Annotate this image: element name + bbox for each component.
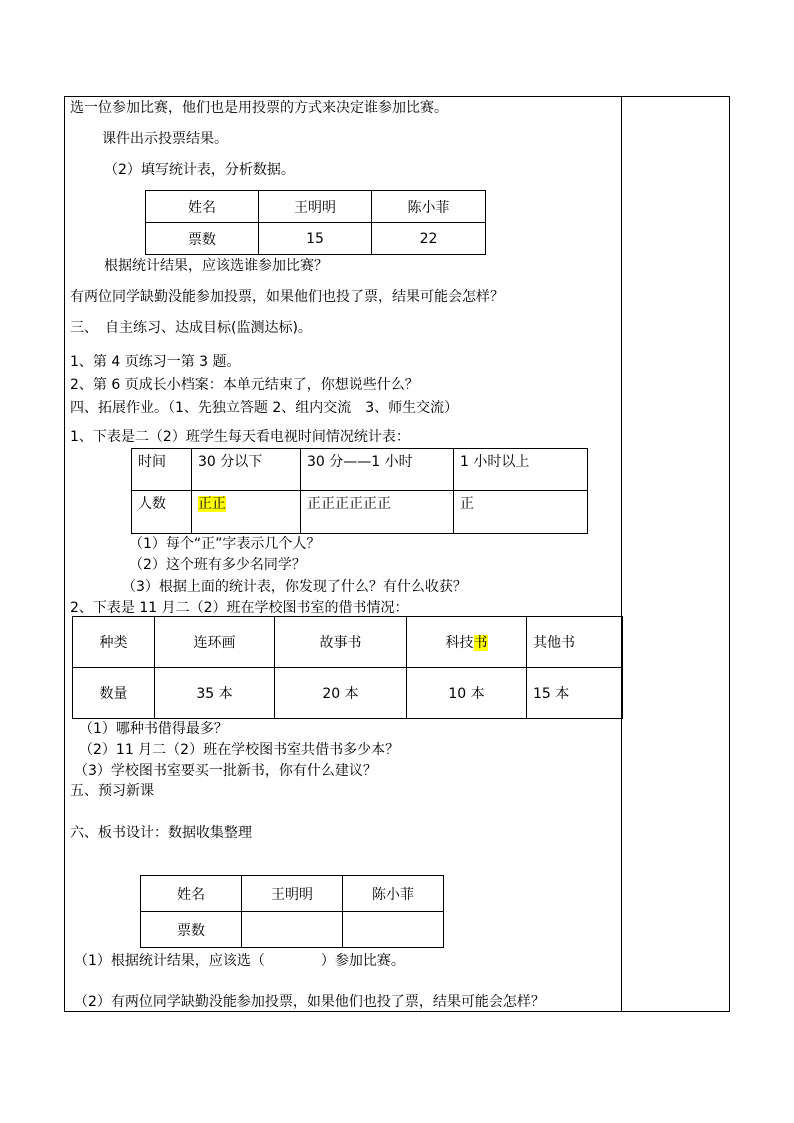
question: （3）根据上面的统计表，你发现了什么？有什么收获？: [122, 579, 467, 595]
column-divider: [621, 96, 622, 1012]
tally-cell: 正正正正正正: [301, 491, 454, 534]
header-cell: 姓名: [141, 876, 242, 912]
tally-cell: 正: [454, 491, 588, 534]
header-cell: 王明明: [259, 191, 372, 223]
question: （1）哪种书借得最多？: [79, 721, 228, 737]
header-cell: 30 分以下: [192, 449, 301, 491]
section-heading: 四、拓展作业。（1、先独立答题 2、组内交流 3、师生交流）: [70, 400, 459, 416]
question: （2）这个班有多少名同学？: [129, 557, 306, 573]
header-cell: 30 分——1 小时: [301, 449, 454, 491]
blank-cell: [242, 912, 343, 948]
header-cell: 其他书: [527, 617, 623, 668]
header-cell: 陈小菲: [372, 191, 486, 223]
row-label: 人数: [132, 491, 192, 534]
text-line: （2）填写统计表，分析数据。: [104, 162, 295, 178]
section-heading: 六、板书设计：数据收集整理: [70, 825, 252, 841]
question: （1）根据统计结果，应该选（ ）参加比赛。: [74, 953, 405, 969]
kind-text: 科技: [445, 635, 474, 651]
header-cell: 故事书: [275, 617, 407, 668]
text-line: 根据统计结果，应该选谁参加比赛？: [104, 258, 328, 274]
header-cell: 1 小时以上: [454, 449, 588, 491]
question: （2）有两位同学缺勤没能参加投票，如果他们也投了票，结果可能会怎样？: [74, 994, 545, 1010]
text-line: 有两位同学缺勤没能参加投票，如果他们也投了票，结果可能会怎样？: [70, 289, 504, 305]
row-label: 票数: [141, 912, 242, 948]
table-cell: 20 本: [275, 668, 407, 719]
book-table: [72, 616, 623, 719]
row-label: 种类: [73, 617, 155, 668]
section-heading: 三、 自主练习、达成目标(监测达标)。: [70, 320, 312, 336]
table-cell: 15: [259, 223, 372, 255]
text-line: 2、第 6 页成长小档案：本单元结束了，你想说些什么？: [70, 377, 419, 393]
table-cell: 10 本: [407, 668, 527, 719]
text-line: 课件出示投票结果。: [102, 131, 228, 147]
row-label: 数量: [73, 668, 155, 719]
tally-highlight: 正正: [198, 496, 226, 512]
text-line: 1、第 4 页练习一第 3 题。: [70, 354, 241, 370]
question: （3）学校图书室要买一批新书，你有什么建议？: [74, 763, 377, 779]
question: （2）11 月二（2）班在学校图书室共借书多少本？: [79, 742, 400, 758]
tv-time-table: [131, 448, 588, 534]
table-cell: 35 本: [155, 668, 275, 719]
board-table: [140, 875, 444, 948]
header-cell: [407, 617, 527, 668]
table-cell: 22: [372, 223, 486, 255]
text-line: 1、下表是二（2）班学生每天看电视时间情况统计表：: [70, 429, 410, 445]
header-cell: 时间: [132, 449, 192, 491]
tally-cell: [192, 491, 301, 534]
section-heading: 五、预习新课: [70, 783, 154, 799]
header-cell: 陈小菲: [343, 876, 444, 912]
text-line: 选一位参加比赛，他们也是用投票的方式来决定谁参加比赛。: [70, 100, 448, 116]
text-line: 2、下表是 11 月二（2）班在学校图书室的借书情况：: [70, 600, 409, 616]
blank-cell: [343, 912, 444, 948]
table-cell: 票数: [146, 223, 259, 255]
table-cell: 15 本: [527, 668, 623, 719]
question: （1）每个“正”字表示几个人？: [129, 536, 321, 552]
kind-highlight: 书: [473, 635, 488, 651]
header-cell: 王明明: [242, 876, 343, 912]
header-cell: 连环画: [155, 617, 275, 668]
header-cell: 姓名: [146, 191, 259, 223]
vote-table: [145, 190, 486, 255]
